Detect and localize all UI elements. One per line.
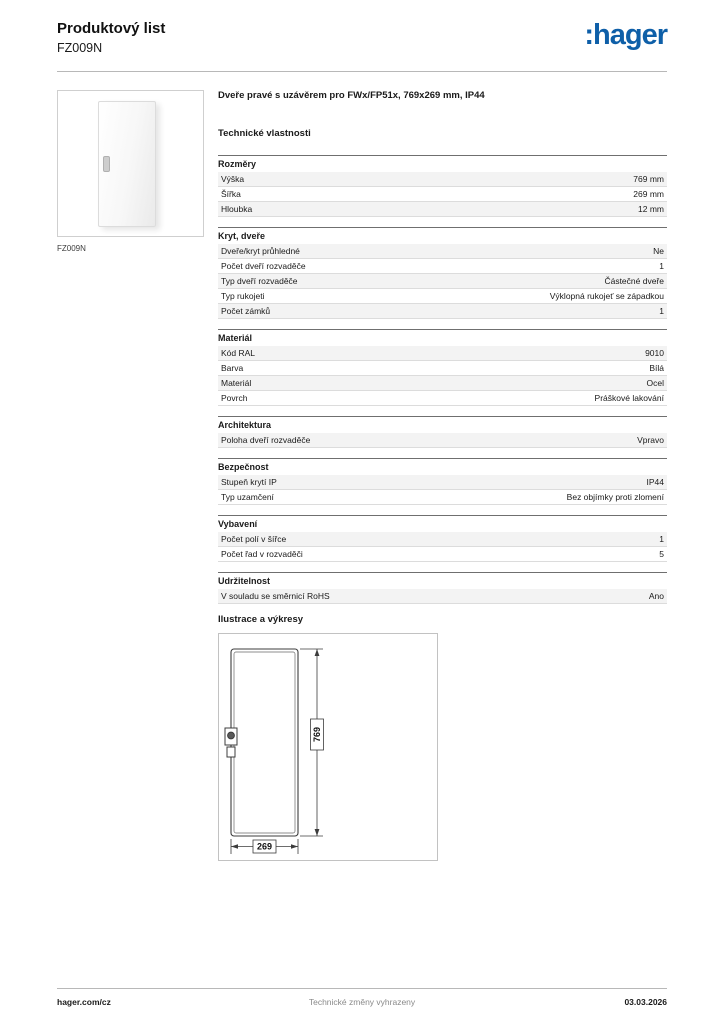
- spec-row-value: 269 mm: [633, 188, 664, 199]
- spec-row-value: 5: [659, 548, 664, 559]
- spec-section-title: Architektura: [218, 416, 667, 433]
- spec-section: [218, 227, 667, 319]
- drawing-door-inner: [234, 652, 295, 833]
- main-content: [218, 90, 667, 861]
- spec-row: [218, 376, 667, 391]
- spec-section-title: Vybavení: [218, 515, 667, 532]
- spec-row-value: Výklopná rukojeť se západkou: [549, 290, 664, 301]
- dim-width-arrow-left: [231, 844, 238, 849]
- spec-row-label: Materiál: [221, 377, 252, 388]
- spec-row-label: Typ uzamčení: [221, 491, 274, 502]
- spec-row-label: Typ dveří rozvaděče: [221, 275, 298, 286]
- spec-row-value: Bez objímky proti zlomení: [566, 491, 664, 502]
- spec-row: [218, 289, 667, 304]
- product-photo-column: [57, 90, 204, 253]
- spec-section: [218, 572, 667, 604]
- spec-row-label: Počet dveří rozvaděče: [221, 260, 306, 271]
- technical-drawing-frame: [218, 633, 438, 861]
- spec-row-label: Barva: [221, 362, 244, 373]
- spec-row: [218, 172, 667, 187]
- spec-section: [218, 416, 667, 448]
- footer-website: hager.com/cz: [57, 997, 111, 1007]
- header: [57, 20, 667, 70]
- spec-row-value: 9010: [645, 347, 664, 358]
- spec-row-label: Výška: [221, 173, 245, 184]
- header-divider: [57, 71, 667, 72]
- footer: [57, 997, 667, 1009]
- spec-row-value: Práškové lakování: [594, 392, 664, 403]
- spec-row-value: Vpravo: [637, 434, 664, 445]
- technical-drawing: [219, 634, 437, 860]
- spec-section-title: Rozměry: [218, 155, 667, 172]
- spec-row-label: Povrch: [221, 392, 248, 403]
- spec-section: [218, 329, 667, 406]
- spec-row-label: Počet zámků: [221, 305, 271, 316]
- specs-title: Technické vlastnosti: [218, 128, 311, 139]
- photo-caption: FZ009N: [57, 244, 86, 253]
- spec-row: [218, 433, 667, 448]
- spec-sections: [218, 155, 667, 604]
- dim-height-arrow-top: [315, 649, 320, 656]
- drawing-lock: [225, 728, 237, 757]
- spec-row-label: Počet polí v šířce: [221, 533, 287, 544]
- spec-row: [218, 589, 667, 604]
- spec-row-value: 1: [659, 533, 664, 544]
- spec-row-label: Dveře/kryt průhledné: [221, 245, 300, 256]
- spec-row: [218, 346, 667, 361]
- product-code: FZ009N: [57, 41, 103, 55]
- spec-row: [218, 547, 667, 562]
- footer-divider: [57, 988, 667, 989]
- spec-row-value: Bílá: [649, 362, 664, 373]
- spec-row: [218, 532, 667, 547]
- spec-row-label: Počet řad v rozvaděči: [221, 548, 303, 559]
- drawing-door-outer: [231, 649, 298, 836]
- spec-row-label: Hloubka: [221, 203, 253, 214]
- spec-row: [218, 475, 667, 490]
- spec-row-label: Kód RAL: [221, 347, 256, 358]
- spec-section-title: Kryt, dveře: [218, 227, 667, 244]
- document-title: Produktový list: [57, 20, 166, 37]
- footer-notice: Technické změny vyhrazeny: [308, 997, 416, 1007]
- spec-row: [218, 259, 667, 274]
- spec-row: [218, 304, 667, 319]
- dim-width-arrow-right: [291, 844, 298, 849]
- illustration-title: Ilustrace a výkresy: [218, 614, 304, 625]
- spec-row: [218, 202, 667, 217]
- spec-row-value: Ocel: [646, 377, 664, 388]
- spec-row-value: 1: [659, 305, 664, 316]
- dim-height-arrow-bottom: [315, 829, 320, 836]
- spec-section: [218, 155, 667, 217]
- spec-row: [218, 187, 667, 202]
- spec-row-label: Stupeň krytí IP: [221, 476, 277, 487]
- spec-row-label: Typ rukojeti: [221, 290, 265, 301]
- spec-row-label: V souladu se směrnicí RoHS: [221, 590, 330, 601]
- spec-section: [218, 515, 667, 562]
- spec-row-value: 769 mm: [633, 173, 664, 184]
- spec-row-value: IP44: [646, 476, 664, 487]
- spec-section: [218, 458, 667, 505]
- door-product-image: [98, 101, 156, 227]
- spec-row: [218, 361, 667, 376]
- dim-height-label: 769: [312, 726, 322, 743]
- spec-row-label: Poloha dveří rozvaděče: [221, 434, 311, 445]
- dim-width-label: 269: [256, 841, 273, 852]
- spec-row-value: Ano: [648, 590, 664, 601]
- spec-section-title: Udržitelnost: [218, 572, 667, 589]
- spec-row-value: 1: [659, 260, 664, 271]
- footer-date: 03.03.2026: [624, 997, 667, 1007]
- spec-row: [218, 274, 667, 289]
- hager-logo: :hager: [584, 19, 667, 51]
- spec-row-value: Ne: [653, 245, 664, 256]
- spec-row: [218, 391, 667, 406]
- spec-row-label: Šířka: [221, 188, 241, 199]
- spec-section-title: Materiál: [218, 329, 667, 346]
- spec-row: [218, 244, 667, 259]
- product-photo: [57, 90, 204, 237]
- door-handle: [103, 156, 110, 172]
- spec-section-title: Bezpečnost: [218, 458, 667, 475]
- spec-row: [218, 490, 667, 505]
- spec-row-value: Částečné dveře: [604, 275, 664, 286]
- product-heading: Dveře pravé s uzávěrem pro FWx/FP51x, 769x269 mm, IP44: [218, 90, 485, 101]
- spec-row-value: 12 mm: [638, 203, 664, 214]
